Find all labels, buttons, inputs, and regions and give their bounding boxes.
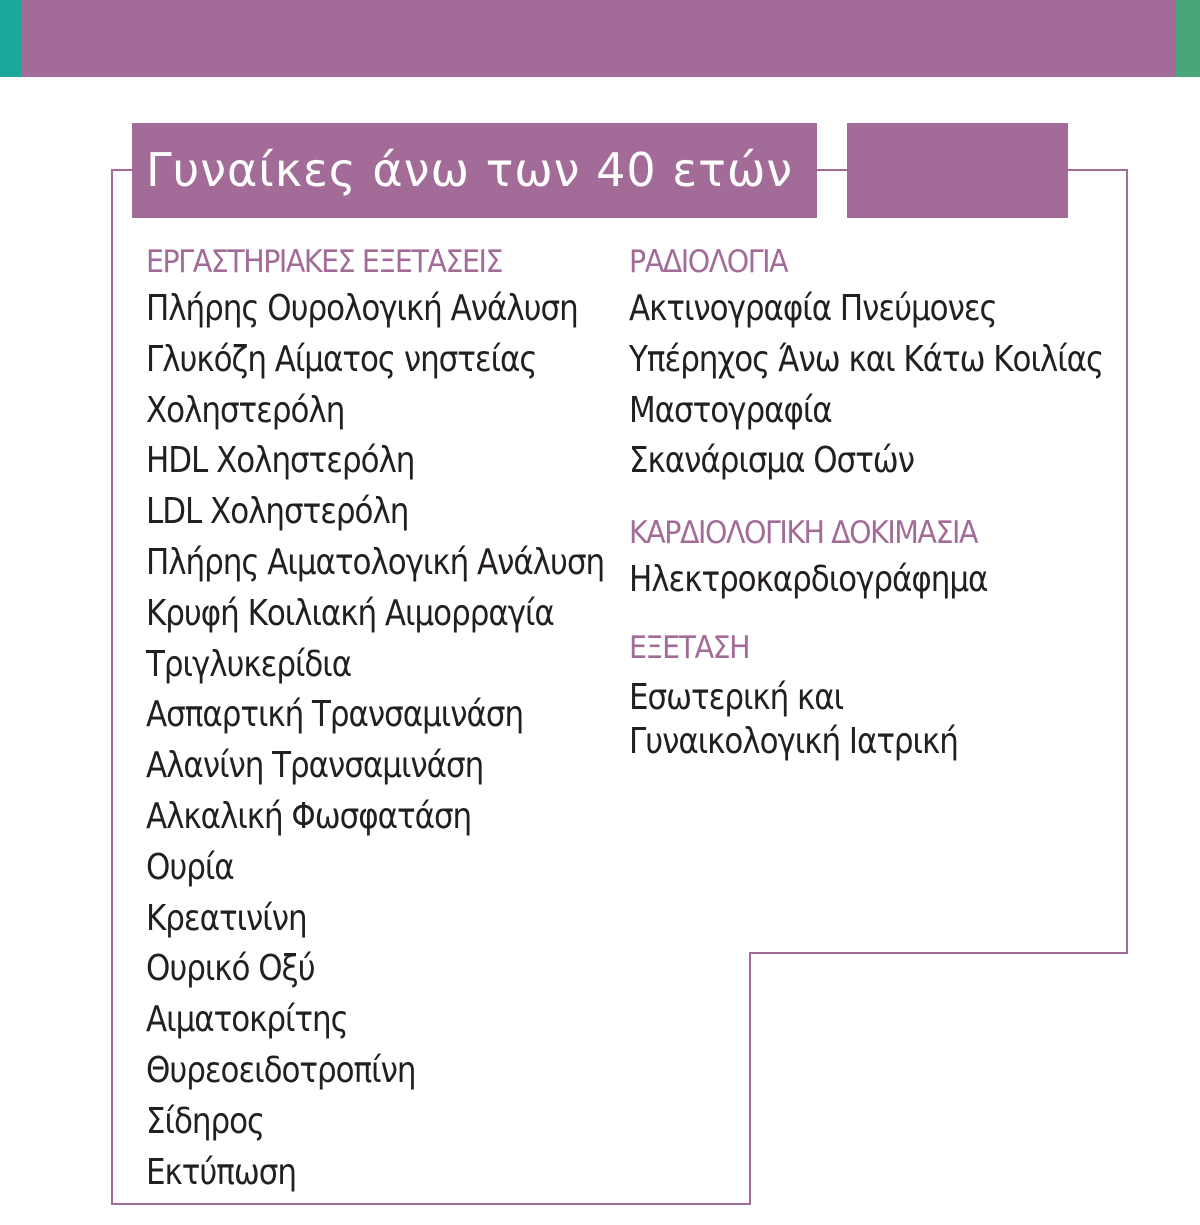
lab-test-item: LDL Χοληστερόλη xyxy=(146,491,409,533)
lab-tests-heading: ΕΡΓΑΣΤΗΡΙΑΚΕΣ ΕΞΕΤΑΣΕΙΣ xyxy=(146,244,503,280)
cardiology-heading: ΚΑΡΔΙΟΛΟΓΙΚΗ ΔΟΚΙΜΑΣΙΑ xyxy=(629,515,978,552)
exam-line: Εσωτερική και xyxy=(629,676,844,718)
radiology-item: Μαστογραφία xyxy=(629,389,832,431)
radiology-item: Ακτινογραφία Πνεύμονες xyxy=(629,288,997,329)
lab-test-item: Αλκαλική Φωσφατάση xyxy=(146,795,472,837)
lab-test-item: Κρυφή Κοιλιακή Αιμορραγία xyxy=(146,592,554,634)
lab-test-item: Ουρικό Οξύ xyxy=(146,948,315,990)
section-spacer xyxy=(629,606,1180,626)
lab-test-item: Γλυκόζη Αίματος νηστείας xyxy=(146,338,537,380)
exam-line: Γυναικολογική Ιατρική xyxy=(629,720,958,762)
exam-heading: ΕΞΕΤΑΣΗ xyxy=(629,629,750,666)
other-exams-column xyxy=(629,240,1180,764)
lab-test-item: Πλήρης Αιματολογική Ανάλυση xyxy=(146,541,605,583)
lab-tests-column xyxy=(146,240,679,1198)
lab-test-item: Αιματοκρίτης xyxy=(146,999,348,1041)
title-tab xyxy=(847,123,1068,218)
cardiology-item: Ηλεκτροκαρδιογράφημα xyxy=(629,559,988,601)
lab-test-item: Πλήρης Ουρολογική Ανάλυση xyxy=(146,288,578,329)
radiology-item: Σκανάρισμα Οστών xyxy=(629,440,914,482)
radiology-heading: ΡΑΔΙΟΛΟΓΙΑ xyxy=(629,244,788,280)
lab-test-item: Εκτύπωση xyxy=(146,1151,296,1193)
section-title: Γυναίκες άνω των 40 ετών xyxy=(132,123,817,218)
lab-test-item: Τριγλυκερίδια xyxy=(146,643,352,685)
lab-test-item: Θυρεοειδοτροπίνη xyxy=(146,1049,416,1091)
lab-test-item: HDL Χοληστερόλη xyxy=(146,440,415,482)
lab-test-item: Χοληστερόλη xyxy=(146,389,345,431)
lab-test-item: Ασπαρτική Τρανσαμινάση xyxy=(146,694,524,736)
lab-test-item: Κρεατινίνη xyxy=(146,897,307,939)
lab-test-item: Σίδηρος xyxy=(146,1100,265,1142)
section-spacer xyxy=(629,487,1180,511)
radiology-item: Υπέρηχος Άνω και Κάτω Κοιλίας xyxy=(629,338,1104,380)
lab-test-item: Αλανίνη Τρανσαμινάση xyxy=(146,745,484,787)
lab-test-item: Ουρία xyxy=(146,846,234,888)
